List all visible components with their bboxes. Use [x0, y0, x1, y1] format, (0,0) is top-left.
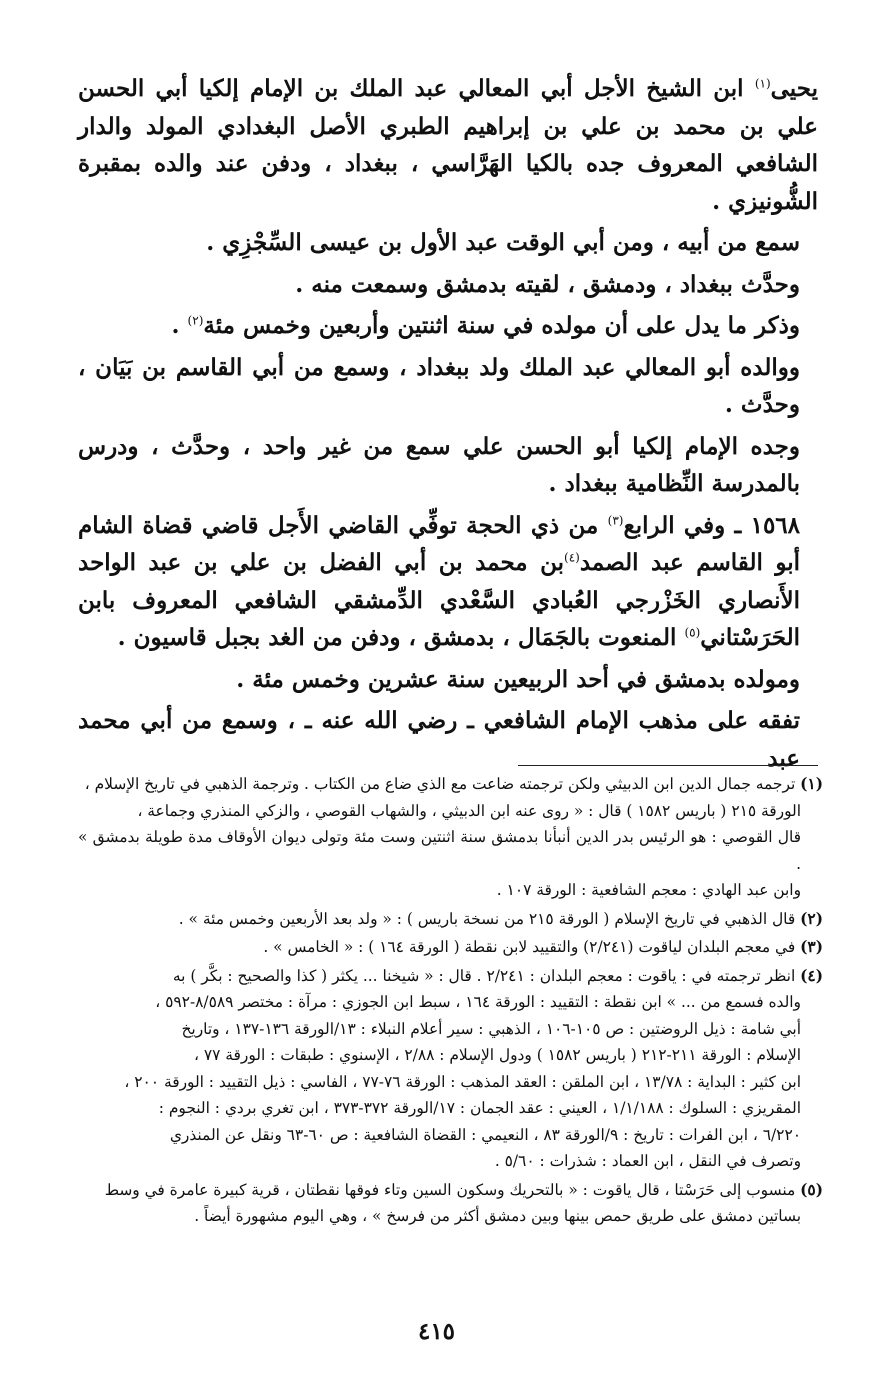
footnotes	[78, 771, 823, 1232]
footnote-ref-3: (٣)	[607, 512, 624, 527]
footnote-5: (٥) منسوب إلى حَرَسْتا ، قال ياقوت : « بالتحريك وسكون السين وتاء فوقها نقطتان ، قرية كبيرة عامرة في وسط بساتين دمشق على طريق حمص بينها وبين دمشق أكثر من فرسخ » ، وهي اليوم مشهورة أيضاً .	[104, 1180, 823, 1225]
entry-paragraph-1: يحيى$^{(١)}$ ابن الشيخ الأجل أبي المعالي عبد الملك بن الإمام إلكيا أبي الحسن علي بن محمد بن علي بن إبراهيم الطبري الأصل البغدادي المولد والدار الشافعي المعروف جده بالكيا الهَرَّاسي ، ببغداد ، ودفن عند والده بمقبرة الشُّونيزي .	[78, 75, 818, 215]
footnote-number: (٥)	[800, 1180, 823, 1199]
page-number: ٤١٥	[417, 1318, 456, 1345]
paragraph-birthplace: ومولده بدمشق في أحد الربيعين سنة عشرين وخمس مئة .	[236, 665, 800, 693]
footnote-1: (١) ترجمه جمال الدين ابن الدبيثي ولكن ترجمته ضاعت مع الذي ضاع من الكتاب . وترجمة الذهبي في تاريخ الإسلام ، الورقة ٢١٥ ( باريس ١٥٨٢ ) قال : « روى عنه ابن الدبيثي ، والشهاب القوصي ، والزكي المنذري وجماعة ، قال القوصي : هو الرئيس بدر الدين أنبأنا بدمشق سنة اثنتين وست مئة وتولى ديوان الأوقاف مدة طويلة بدمشق » . وابن عبد الهادي : معجم الشافعية : الورقة ١٠٧ .	[78, 775, 823, 899]
paragraph-grandfather: وجده الإمام إلكيا أبو الحسن علي سمع من غير واحد ، وحدَّث ، ودرس بالمدرسة النِّظامية ببغداد .	[78, 432, 800, 497]
footnote-3: (٣) في معجم البلدان لياقوت (٢/٢٤١) والتقييد لابن نقطة ( الورقة ١٦٤ ) : « الخامس » .	[263, 938, 823, 956]
footnote-number: (٣)	[800, 938, 823, 956]
paragraph-studied: تفقه على مذهب الإمام الشافعي ـ رضي الله عنه ـ ، وسمع من أبي محمد عبد	[78, 707, 800, 772]
entry-paragraph-1568: ١٥٦٨ ـ وفي الرابع$^{(٣)}$ من ذي الحجة توفِّي القاضي الأَجل قاضي قضاة الشام أبو القاسم عبد الصمد$^{(٤)}$بن محمد بن أبي الفضل بن علي بن عبد الواحد الأَنصاري الخَزْرجي العُبادي السَّعْدي الدِّمشقي الشافعي المعروف بابن الحَرَسْتاني$^{(٥)}$ المنعوت بالجَمَال ، بدمشق ، ودفن من الغد بجبل قاسيون .	[78, 511, 801, 651]
footnote-number: (١)	[800, 775, 823, 793]
paragraph-narrated: وحدَّث ببغداد ، ودمشق ، لقيته بدمشق وسمعت منه .	[295, 270, 800, 298]
footnote-separator	[518, 765, 818, 766]
paragraph-birth: وذكر ما يدل على أن مولده في سنة اثنتين وأربعين وخمس مئة$^{(٢)}$ .	[171, 312, 800, 339]
footnote-ref-1: (١)	[754, 76, 771, 91]
footnote-number: (٢)	[800, 909, 823, 928]
paragraph-heard: سمع من أبيه ، ومن أبي الوقت عبد الأول بن عيسى السِّجْزِي .	[206, 229, 800, 256]
footnote-4: (٤) انظر ترجمته في : ياقوت : معجم البلدان : ٢/٢٤١ . قال : « شيخنا ... يكثر ( كذا والصحيح : بكَّر ) به والده فسمع من ... » ابن نقطة : التقييد : الورقة ١٦٤ ، سبط ابن الجوزي : مرآة : مختصر ٨/٥٨٩-٥٩٢ ، أبي شامة : ذيل الروضتين : ص ١٠٥-١٠٦ ، الذهبي : سير أعلام النبلاء : ١٣/الورقة ١٣٦-١٣٧ ، وتاريخ الإسلام : الورقة ٢١١-٢١٢ ( باريس ١٥٨٢ ) ودول الإسلام : ٢/٨٨ ، الإسنوي : طبقات : الورقة ٧٧ ، ابن كثير : البداية : ١٣/٧٨ ، ابن الملقن : العقد المذهب : الورقة ٧٦-٧٧ ، الفاسي : ذيل التقييد : الورقة ٢٠٠ ، المقريزي : السلوك : ١/١/١٨٨ ، العيني : عقد الجمان : ١٧/الورقة ٣٧٢-٣٧٣ ، ابن تغري بردي : النجوم : ٦/٢٢٠ ، ابن الفرات : تاريخ : ٩/الورقة ٨٣ ، النعيمي : القضاة الشافعية : ص ٦٠-٦٣ ونقل عن المنذري وتصرف في النقل ، ابن العماد : شذرات : ٥/٦٠ .	[124, 966, 823, 1170]
footnote-ref-5: (٥)	[684, 625, 701, 640]
footnote-number: (٤)	[800, 966, 823, 985]
footnote-2: (٢) قال الذهبي في تاريخ الإسلام ( الورقة ٢١٥ من نسخة باريس ) : « ولد بعد الأربعين وخمس مئة » .	[178, 909, 823, 928]
main-text	[78, 70, 818, 781]
footnote-ref-4: (٤)	[564, 550, 580, 565]
footnote-ref-2: (٢)	[187, 313, 204, 328]
paragraph-father: ووالده أبو المعالي عبد الملك ولد ببغداد ، وسمع من أبي القاسم بن بَيَان ، وحدَّث .	[78, 353, 800, 418]
